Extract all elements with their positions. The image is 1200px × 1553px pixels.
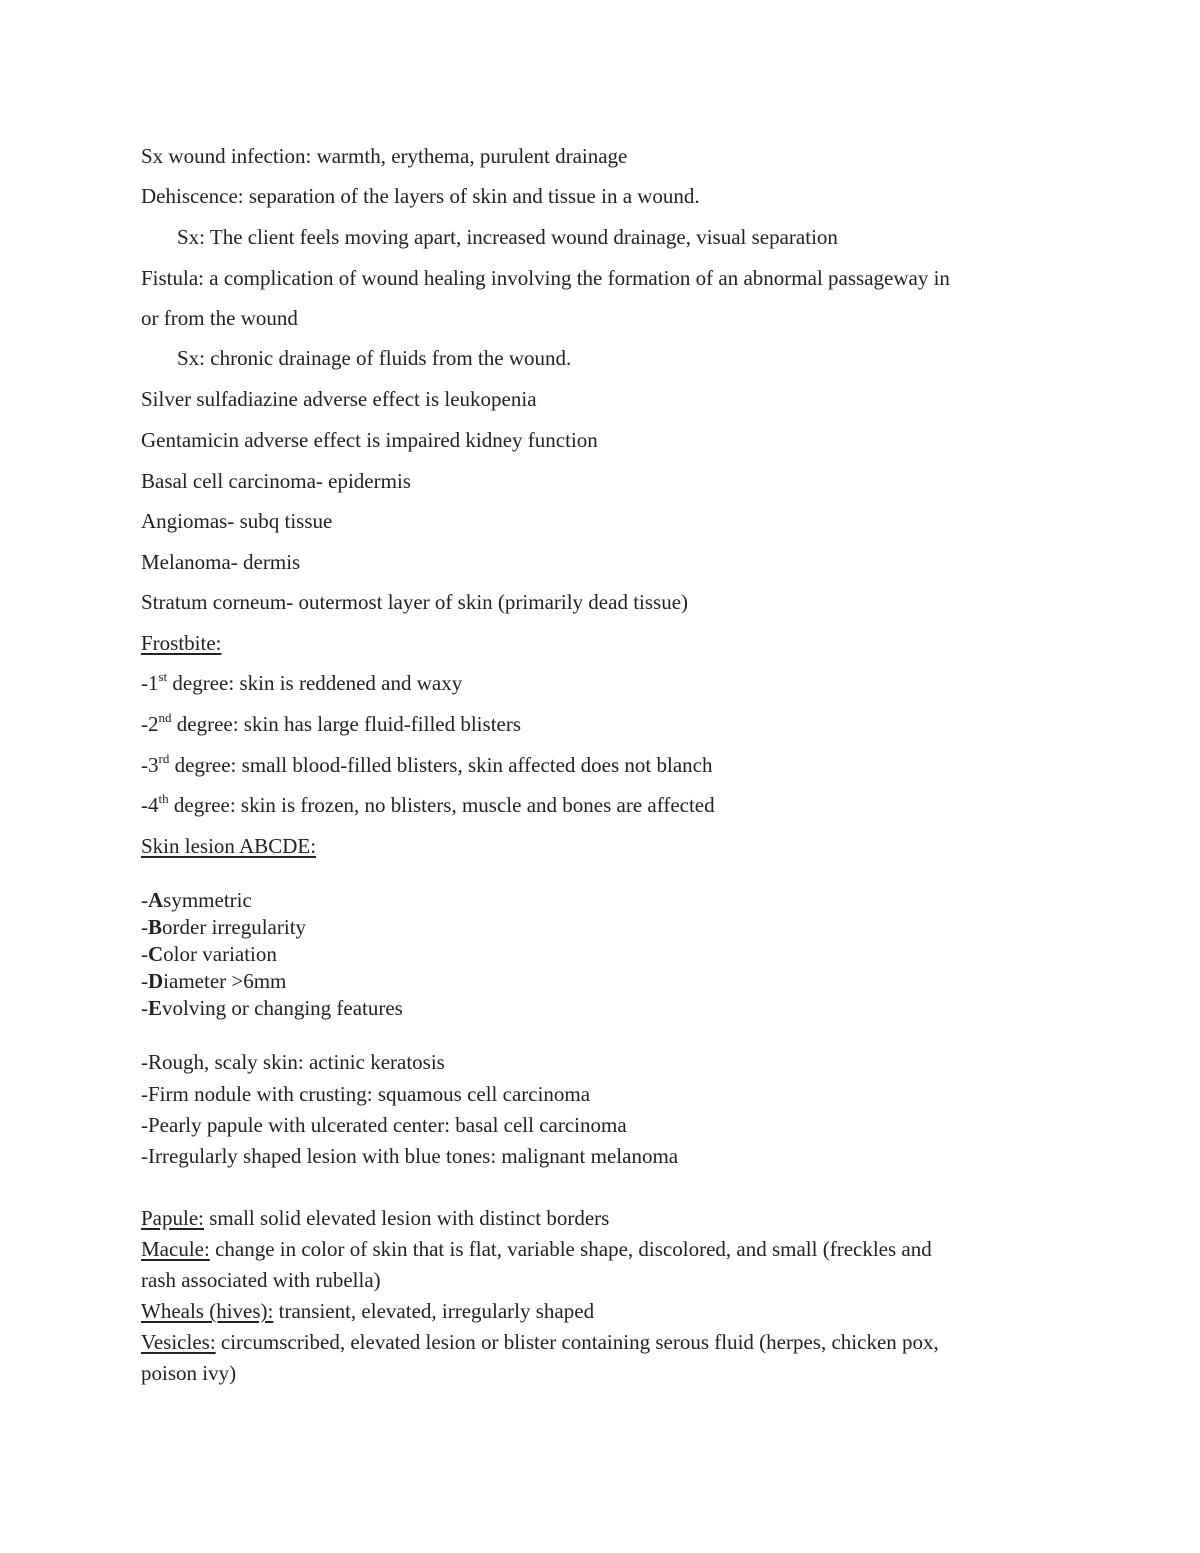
papule-term: Papule: bbox=[141, 1206, 204, 1230]
silver-sulfadiazine-line: Silver sulfadiazine adverse effect is leukopenia bbox=[141, 387, 537, 411]
lesion-item: -Rough, scaly skin: actinic keratosis bbox=[141, 1050, 445, 1074]
vesicles-term: Vesicles: bbox=[141, 1330, 216, 1354]
frostbite-degree-item: -1st degree: skin is reddened and waxy bbox=[141, 669, 463, 695]
abcde-heading: Skin lesion ABCDE: bbox=[141, 834, 317, 858]
dehiscence-sx-line: Sx: The client feels moving apart, increased wound drainage, visual separation bbox=[177, 225, 838, 249]
melanoma-line: Melanoma- dermis bbox=[141, 550, 301, 574]
abcde-item: -Color variation bbox=[141, 942, 277, 966]
abcde-item: -Border irregularity bbox=[141, 915, 307, 939]
frostbite-degree-item: -3rd degree: small blood-filled blisters, skin affected does not blanch bbox=[141, 751, 713, 777]
abcde-item: -Diameter >6mm bbox=[141, 969, 287, 993]
abcde-item: -Asymmetric bbox=[141, 888, 252, 912]
frostbite-degree-item: -2nd degree: skin has large fluid-filled blisters bbox=[141, 710, 522, 736]
fistula-line-cont: or from the wound bbox=[141, 306, 298, 330]
wound-infection-line: Sx wound infection: warmth, erythema, purulent drainage bbox=[141, 144, 628, 168]
basal-cell-line: Basal cell carcinoma- epidermis bbox=[141, 469, 411, 493]
fistula-sx-line: Sx: chronic drainage of fluids from the wound. bbox=[177, 346, 572, 370]
papule-definition: Papule: small solid elevated lesion with distinct borders bbox=[141, 1206, 610, 1230]
wheals-term: Wheals (hives): bbox=[141, 1299, 274, 1323]
wheals-definition: Wheals (hives): transient, elevated, irregularly shaped bbox=[141, 1299, 595, 1323]
stratum-corneum-line: Stratum corneum- outermost layer of skin (primarily dead tissue) bbox=[141, 590, 689, 614]
lesion-item: -Irregularly shaped lesion with blue tones: malignant melanoma bbox=[141, 1144, 679, 1168]
angiomas-line: Angiomas- subq tissue bbox=[141, 509, 333, 533]
macule-term: Macule: bbox=[141, 1237, 210, 1261]
frostbite-degree-item: -4th degree: skin is frozen, no blisters, muscle and bones are affected bbox=[141, 791, 715, 817]
lesion-item: -Firm nodule with crusting: squamous cell carcinoma bbox=[141, 1082, 591, 1106]
dehiscence-line: Dehiscence: separation of the layers of skin and tissue in a wound. bbox=[141, 184, 700, 208]
frostbite-heading: Frostbite: bbox=[141, 631, 222, 655]
vesicles-definition: Vesicles: circumscribed, elevated lesion or blister containing serous fluid (herpes, chicken pox, bbox=[141, 1330, 939, 1354]
lesion-item: -Pearly papule with ulcerated center: basal cell carcinoma bbox=[141, 1113, 627, 1137]
gentamicin-line: Gentamicin adverse effect is impaired kidney function bbox=[141, 428, 598, 452]
macule-definition: Macule: change in color of skin that is flat, variable shape, discolored, and small (freckles and bbox=[141, 1237, 932, 1261]
macule-definition-cont: rash associated with rubella) bbox=[141, 1268, 381, 1292]
abcde-item: -Evolving or changing features bbox=[141, 996, 403, 1020]
fistula-line: Fistula: a complication of wound healing involving the formation of an abnormal passageway in bbox=[141, 266, 950, 290]
vesicles-definition-cont: poison ivy) bbox=[141, 1361, 237, 1385]
